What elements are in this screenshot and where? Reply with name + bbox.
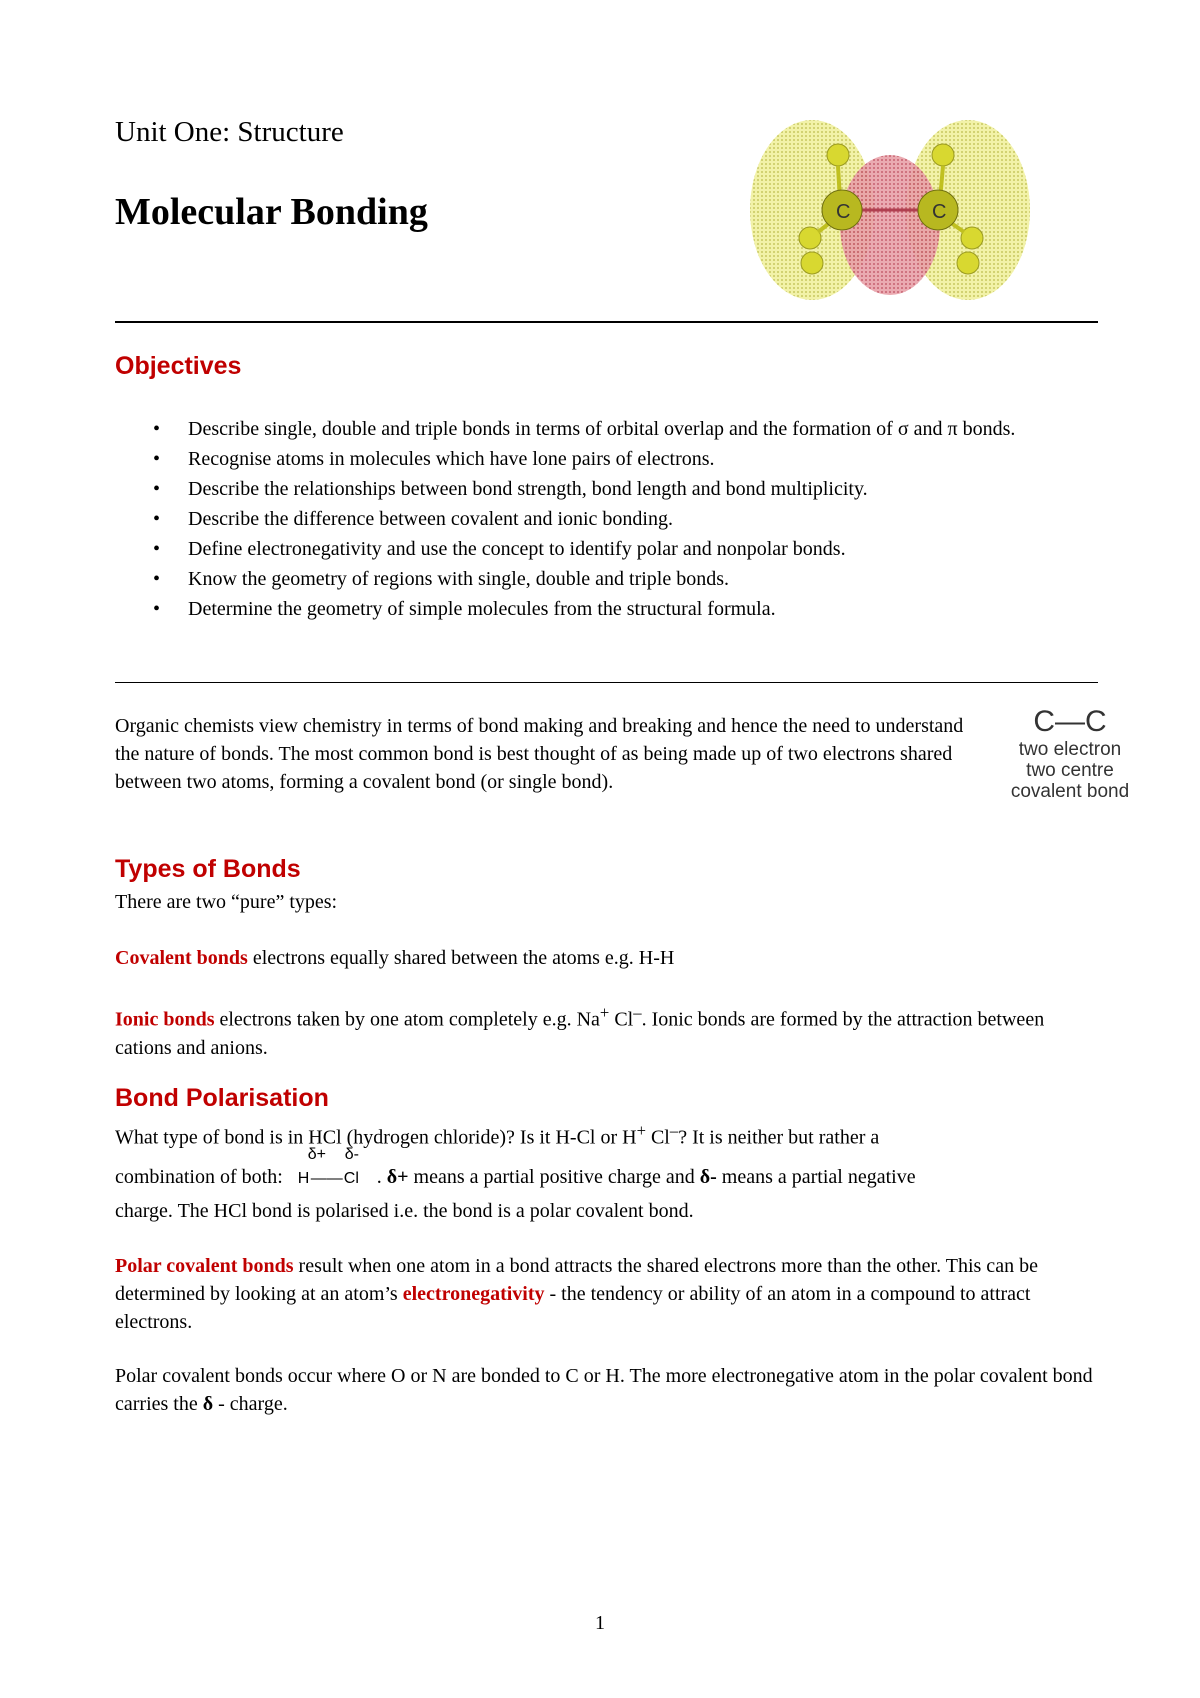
- polarisation-combination: [115, 1146, 1115, 1191]
- figure-label-1: two electron: [1018, 739, 1122, 760]
- bullet-icon: •: [153, 508, 161, 530]
- dot-separator: .: [371, 1166, 387, 1188]
- list-item: • Recognise atoms in molecules which have lone pairs of electrons.: [115, 444, 1095, 474]
- header-divider: [115, 321, 1098, 323]
- ionic-bonds-paragraph: [115, 999, 1095, 1062]
- ionic-text-2: Cl: [609, 1008, 634, 1031]
- delta-minus-label: δ-: [344, 1146, 359, 1163]
- covalent-text: electrons equally shared between the atoms e.g. H-H: [247, 947, 675, 969]
- sup-plus: +: [599, 1003, 610, 1022]
- hcl-dipole-figure: [288, 1146, 372, 1187]
- combo-text: combination of both:: [115, 1166, 283, 1188]
- last-text-1: Polar covalent bonds occur where O or N are bonded to C or H. The more electronegative atom in the polar covalent bond carries the: [115, 1365, 1093, 1415]
- polar-text-2: - the tendency or ability of an atom in a compound to attract electrons.: [115, 1283, 1031, 1333]
- page-number: 1: [595, 1612, 605, 1634]
- atom-label-left: C: [836, 201, 851, 223]
- sup-minus: –: [669, 1121, 679, 1140]
- sup-minus: –: [633, 1003, 642, 1022]
- objectives-heading: Objectives: [115, 352, 242, 380]
- list-item: • Determine the geometry of simple molecules from the structural formula.: [115, 594, 1095, 624]
- bullet-icon: •: [153, 538, 161, 560]
- bullet-icon: •: [153, 478, 161, 500]
- covalent-term: Covalent bonds: [115, 947, 248, 969]
- q-text-3: ? It is neither but rather a: [678, 1126, 880, 1149]
- intro-paragraph: Organic chemists view chemistry in terms of bond making and breaking and hence the need to understand the nature of bonds. The most common bond is best thought of as being made up of two electrons shared between two atoms, forming a covalent bond (or single bond).: [115, 715, 964, 793]
- atom-label-right: C: [932, 201, 947, 223]
- types-lead: There are two “pure” types:: [115, 891, 338, 913]
- polar-occurrence-paragraph: [115, 1362, 1095, 1418]
- polar-text-1: result when one atom in a bond attracts the shared electrons more than the other. This can be determined by looking at an atom’s: [115, 1255, 1038, 1305]
- bond-dash: ——: [310, 1170, 343, 1187]
- polar-covalent-paragraph: [115, 1252, 1095, 1336]
- bullet-icon: •: [153, 418, 161, 440]
- ionic-term: Ionic bonds: [115, 1008, 215, 1031]
- bullet-icon: •: [153, 568, 161, 590]
- last-text-2: - charge.: [213, 1393, 288, 1415]
- list-item: • Describe the relationships between bond strength, bond length and bond multiplicity.: [115, 474, 1095, 504]
- polarisation-line3: charge. The HCl bond is polarised i.e. the bond is a polar covalent bond.: [115, 1200, 694, 1222]
- delta-plus-symbol: δ+: [386, 1166, 409, 1188]
- h-atom-label: H: [297, 1170, 310, 1187]
- end-text: means a partial negative: [716, 1166, 916, 1188]
- delta-minus-symbol: δ-: [699, 1166, 717, 1188]
- list-item: • Describe single, double and triple bonds in terms of orbital overlap and the formation of σ and π bonds.: [115, 414, 1095, 444]
- electronegativity-term: electronegativity: [402, 1283, 545, 1305]
- cl-atom-label: Cl: [343, 1170, 359, 1187]
- bullet-icon: •: [153, 598, 161, 620]
- objectives-list: [115, 414, 1095, 624]
- figure-label-3: covalent bond: [1010, 781, 1130, 802]
- polarisation-question: [115, 1117, 1095, 1152]
- delta-symbol: δ: [202, 1393, 214, 1415]
- mid-text: means a partial positive charge and: [408, 1166, 700, 1188]
- ionic-text-3: . Ionic bonds are formed by the attraction between cations and anions.: [115, 1008, 1045, 1059]
- pi-bond-orbital-illustration: [740, 110, 1050, 310]
- cc-formula: C—C: [1033, 705, 1107, 738]
- unit-heading: Unit One: Structure: [115, 116, 344, 148]
- figure-label-2: two centre: [1026, 760, 1114, 781]
- sup-plus: +: [636, 1121, 646, 1140]
- q-text-2: Cl: [645, 1126, 670, 1149]
- list-item: • Describe the difference between covalent and ionic bonding.: [115, 504, 1095, 534]
- polarisation-heading: Bond Polarisation: [115, 1084, 329, 1112]
- page-title: Molecular Bonding: [115, 191, 428, 233]
- delta-plus-label: δ+: [307, 1146, 327, 1163]
- polar-covalent-term: Polar covalent bonds: [115, 1255, 294, 1277]
- list-item: • Know the geometry of regions with single, double and triple bonds.: [115, 564, 1095, 594]
- ionic-text-1: electrons taken by one atom completely e.g. Na: [214, 1008, 600, 1031]
- bullet-icon: •: [153, 448, 161, 470]
- types-heading: Types of Bonds: [115, 855, 301, 883]
- list-item: • Define electronegativity and use the concept to identify polar and nonpolar bonds.: [115, 534, 1095, 564]
- covalent-bonds-paragraph: [115, 944, 1095, 972]
- objectives-divider: [115, 682, 1098, 683]
- covalent-bond-figure: [995, 705, 1145, 802]
- q-text-1: What type of bond is in HCl (hydrogen chloride)? Is it H-Cl or H: [115, 1126, 637, 1149]
